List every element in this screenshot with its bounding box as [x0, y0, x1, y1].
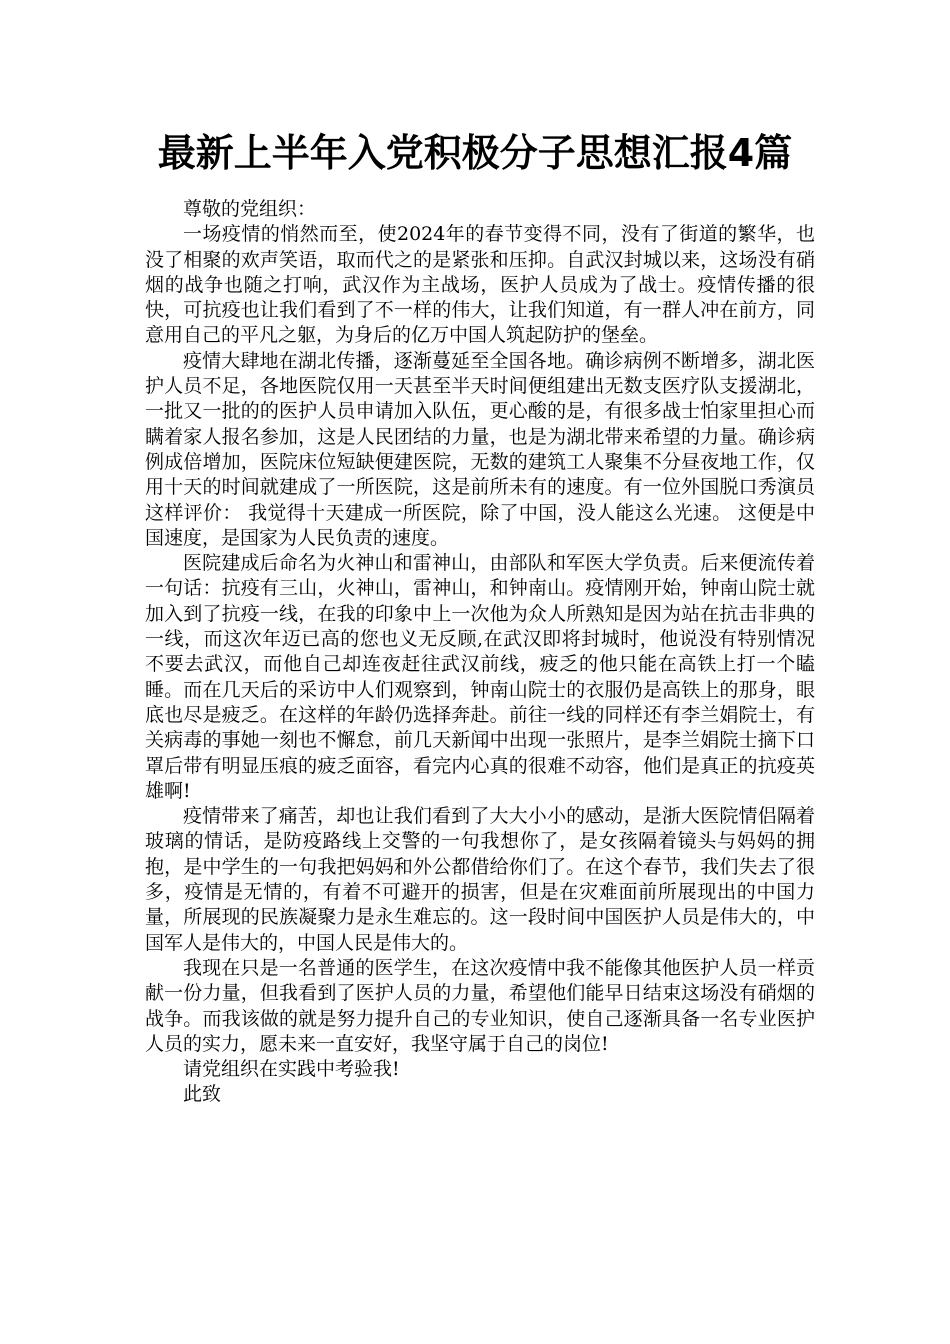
salutation: 尊敬的党组织： [183, 198, 317, 220]
document-body [145, 197, 815, 1108]
paragraph-1: 一场疫情的悄然而至，使2024年的春节变得不同，没有了街道的繁华，也没了相聚的欢声笑语，取而代之的是紧张和压抑。自武汉封城以来，这场没有硝烟的战争也随之打响，武汉作为主战场，医护人员成为了战士。疫情传播的很快，可抗疫也让我们看到了不一样的伟大，让我们知道，有一群人冲在前方，同意用自己的平凡之躯，为身后的亿万中国人筑起防护的堡垒。 [145, 223, 815, 347]
closing-request: 请党组织在实践中考验我! [183, 1058, 400, 1081]
paragraph-3: 医院建成后命名为火神山和雷神山，由部队和军医大学负责。后来便流传着一句话：抗疫有三山，火神山，雷神山，和钟南山。疫情刚开始，钟南山院士就加入到了抗疫一线，在我的印象中上一次他为众人所熟知是因为站在抗击非典的一线，而这次年迈已高的您也义无反顾,在武汉即将封城时，他说没有特别情况不要去武汉，而他自己却连夜赶往武汉前线，疲乏的他只能在高铁上打一个瞌睡。而在几天后的采访中人们观察到，钟南山院士的衣服仍是高铁上的那身，眼底也尽是疲乏。在这样的年龄仍选择奔赴。前往一线的同样还有李兰娟院士，有关病毒的事她一刻也不懈怠，前几天新闻中出现一张照片，是李兰娟院士摘下口罩后带有明显压痕的疲乏面容，看完内心真的很难不动容，他们是真正的抗疫英雄啊! [145, 552, 815, 802]
paragraph-4: 疫情带来了痛苦，却也让我们看到了大大小小的感动，是浙大医院情侣隔着玻璃的情话，是防疫路线上交警的一句我想你了，是女孩隔着镜头与妈妈的拥抱，是中学生的一句我把妈妈和外公都借给你们了。在这个春节，我们失去了很多，疫情是无情的，有着不可避开的损害，但是在灾难面前所展现出的中国力量，所展现的民族凝聚力是永生难忘的。这一段时间中国医护人员是伟大的，中国军人是伟大的，中国人民是伟大的。 [145, 805, 815, 954]
document-title: 最新上半年入党积极分子思想汇报4篇 [157, 131, 793, 175]
paragraph-5: 我现在只是一名普通的医学生，在这次疫情中我不能像其他医护人员一样贡献一份力量，但我看到了医护人员的力量，希望他们能早日结束这场没有硝烟的战争。而我该做的就是努力提升自己的专业知识，使自己逐渐具备一名专业医护人员的实力，愿未来一直安好，我坚守属于自己的岗位! [145, 956, 815, 1055]
paragraph-2: 疫情大肆地在湖北传播，逐渐蔓延至全国各地。确诊病例不断增多，湖北医护人员不足，各地医院仅用一天甚至半天时间便组建出无数支医疗队支援湖北，一批又一批的的医护人员申请加入队伍，更心酸的是，有很多战士怕家里担心而瞒着家人报名参加，这是人民团结的力量，也是为湖北带来希望的力量。确诊病例成倍增加，医院床位短缺便建医院，无数的建筑工人聚集不分昼夜地工作，仅用十天的时间就建成了一所医院，这是前所未有的速度。有一位外国脱口秀演员这样评价： 我觉得十天建成一所医院，除了中国，没人能这么光速。 这便是中国速度，是国家为人民负责的速度。 [145, 349, 815, 549]
closing-salute: 此致 [183, 1083, 222, 1106]
